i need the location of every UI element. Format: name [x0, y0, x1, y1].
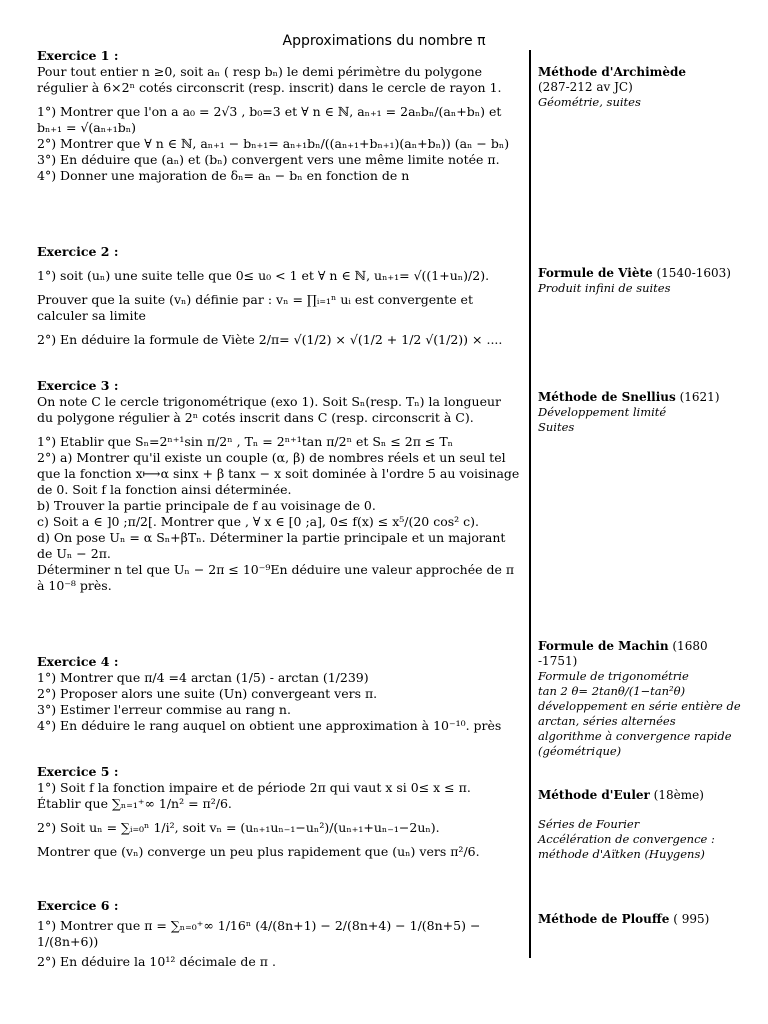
exercise-line: Montrer que (vₙ) converge un peu plus rapidement que (uₙ) vers π²/6. [37, 844, 480, 859]
exercise-line: 1°) Etablir que Sₙ=2ⁿ⁺¹sin π/2ⁿ , Tₙ = 2ⁿ⁺¹tan π/2ⁿ et Sₙ ≤ 2π ≤ Tₙ [37, 434, 454, 449]
page-title: Approximations du nombre π [282, 33, 486, 49]
exercise-line: 3°) Estimer l'erreur commise au rang n. [37, 702, 291, 717]
exercise-line: 2°) En déduire la formule de Viète 2/π= √(1/2) × √(1/2 + 1/2 √(1/2)) × .... [37, 332, 503, 347]
sidebar-entry-viete [538, 266, 743, 296]
exercise-line: 2°) Montrer que ∀ n ∈ ℕ, aₙ₊₁ − bₙ₊₁= aₙ₊₁bₙ/((aₙ₊₁+bₙ₊₁)(aₙ+bₙ)) (aₙ − bₙ) [37, 136, 510, 151]
method-note: Suites [538, 420, 575, 434]
exercise-heading: Exercice 3 : [37, 378, 119, 393]
exercise-heading: Exercice 2 : [37, 244, 119, 259]
sidebar-entry-euler [538, 788, 743, 862]
exercise-line: On note C le cercle trigonométrique (exo 1). Soit Sₙ(resp. Tₙ) la longueur du polygone régulier à 2ⁿ cotés inscrit dans C (resp. circonscrit à C). [37, 394, 501, 425]
column-divider [529, 50, 531, 958]
exercise-line: 1°) Soit f la fonction impaire et de période 2π qui vaut x si 0≤ x ≤ π. [37, 780, 471, 795]
exercise-line: 2°) Proposer alors une suite (Un) convergeant vers π. [37, 686, 378, 701]
method-name: Méthode d'Archimède [538, 65, 687, 79]
method-name: Méthode de Snellius (1621) [538, 390, 720, 404]
method-name: Méthode d'Euler (18ème) [538, 788, 704, 802]
method-name: Méthode de Plouffe ( 995) [538, 912, 710, 926]
exercise-1 [37, 48, 521, 184]
exercise-heading: Exercice 1 : [37, 48, 119, 63]
sidebar-entry-archimede [538, 65, 743, 110]
method-note: tan 2 θ= 2tanθ/(1−tan²θ) [538, 684, 686, 698]
method-note: (287-212 av JC) [538, 80, 633, 94]
method-note: Séries de Fourier [538, 817, 640, 831]
exercise-4 [37, 654, 521, 734]
method-note: développement en série entière de arctan, séries alternées [538, 699, 741, 728]
exercise-line: c) Soit a ∈ ]0 ;π/2[. Montrer que , ∀ x ∈ [0 ;a], 0≤ f(x) ≤ x⁵/(20 cos² c). [37, 514, 480, 529]
exercise-line: 3°) En déduire que (aₙ) et (bₙ) convergent vers une même limite notée π. [37, 152, 500, 167]
exercise-line: 2°) Soit uₙ = ∑ᵢ₌₀ⁿ 1/i², soit vₙ = (uₙ₊₁uₙ₋₁−uₙ²)/(uₙ₊₁+uₙ₋₁−2uₙ). [37, 820, 440, 835]
sidebar-entry-plouffe [538, 912, 743, 927]
method-name: Formule de Viète (1540-1603) [538, 266, 731, 280]
sidebar-entry-snellius [538, 390, 743, 435]
exercise-line: 1°) Montrer que π/4 =4 arctan (1/5) - arctan (1/239) [37, 670, 369, 685]
sidebar-entry-machin [538, 639, 743, 759]
method-name: Formule de Machin (1680 -1751) [538, 639, 708, 668]
exercise-line: 4°) En déduire le rang auquel on obtient une approximation à 10⁻¹⁰. près [37, 718, 502, 733]
exercise-line: 4°) Donner une majoration de δₙ= aₙ − bₙ en fonction de n [37, 168, 410, 183]
exercise-heading: Exercice 6 : [37, 898, 119, 913]
exercise-line: 1°) Montrer que l'on a a₀ = 2√3 , b₀=3 et ∀ n ∈ ℕ, aₙ₊₁ = 2aₙbₙ/(aₙ+bₙ) et [37, 104, 502, 119]
method-note: Formule de trigonométrie [538, 669, 689, 683]
exercise-line: 2°) En déduire la 10¹² décimale de π . [37, 954, 276, 969]
exercise-5 [37, 764, 521, 860]
exercise-line: d) On pose Uₙ = α Sₙ+βTₙ. Déterminer la partie principale et un majorant de Uₙ − 2π. [37, 530, 506, 561]
exercise-line: Déterminer n tel que Uₙ − 2π ≤ 10⁻⁹En déduire une valeur approchée de π à 10⁻⁸ près. [37, 562, 515, 593]
exercise-heading: Exercice 4 : [37, 654, 119, 669]
exercise-2 [37, 244, 521, 348]
exercise-line: b) Trouver la partie principale de f au voisinage de 0. [37, 498, 376, 513]
exercise-line: Prouver que la suite (vₙ) définie par : vₙ = ∏ᵢ₌₁ⁿ uᵢ est convergente et calculer sa limite [37, 292, 473, 323]
method-note: Géométrie, suites [538, 95, 641, 109]
exercise-line: 1°) soit (uₙ) une suite telle que 0≤ u₀ < 1 et ∀ n ∈ ℕ, uₙ₊₁= √((1+uₙ)/2). [37, 268, 490, 283]
exercise-line: bₙ₊₁ = √(aₙ₊₁bₙ) [37, 120, 137, 135]
exercise-line: 2°) a) Montrer qu'il existe un couple (α, β) de nombres réels et un seul tel que la fonction x⟼α sinx + β tanx − x soit dominée à l'ordre 5 au voisinage de 0. Soit f la fonction ainsi déterminée. [37, 450, 520, 497]
method-note: Accélération de convergence : méthode d'Aïtken (Huygens) [538, 832, 715, 861]
method-note: algorithme à convergence rapide (géométrique) [538, 729, 732, 758]
exercise-6 [37, 898, 521, 970]
exercise-line: Pour tout entier n ≥0, soit aₙ ( resp bₙ) le demi périmètre du polygone régulier à 6×2ⁿ cotés circonscrit (resp. inscrit) dans le cercle de rayon 1. [37, 64, 502, 95]
exercise-heading: Exercice 5 : [37, 764, 119, 779]
method-note: Produit infini de suites [538, 281, 671, 295]
exercise-3 [37, 378, 521, 594]
exercise-line: 1°) Montrer que π = ∑ₙ₌₀⁺∞ 1/16ⁿ (4/(8n+1) − 2/(8n+4) − 1/(8n+5) − 1/(8n+6)) [37, 918, 481, 949]
exercise-line: Établir que ∑ₙ₌₁⁺∞ 1/n² = π²/6. [37, 796, 232, 811]
method-note: Développement limité [538, 405, 667, 419]
